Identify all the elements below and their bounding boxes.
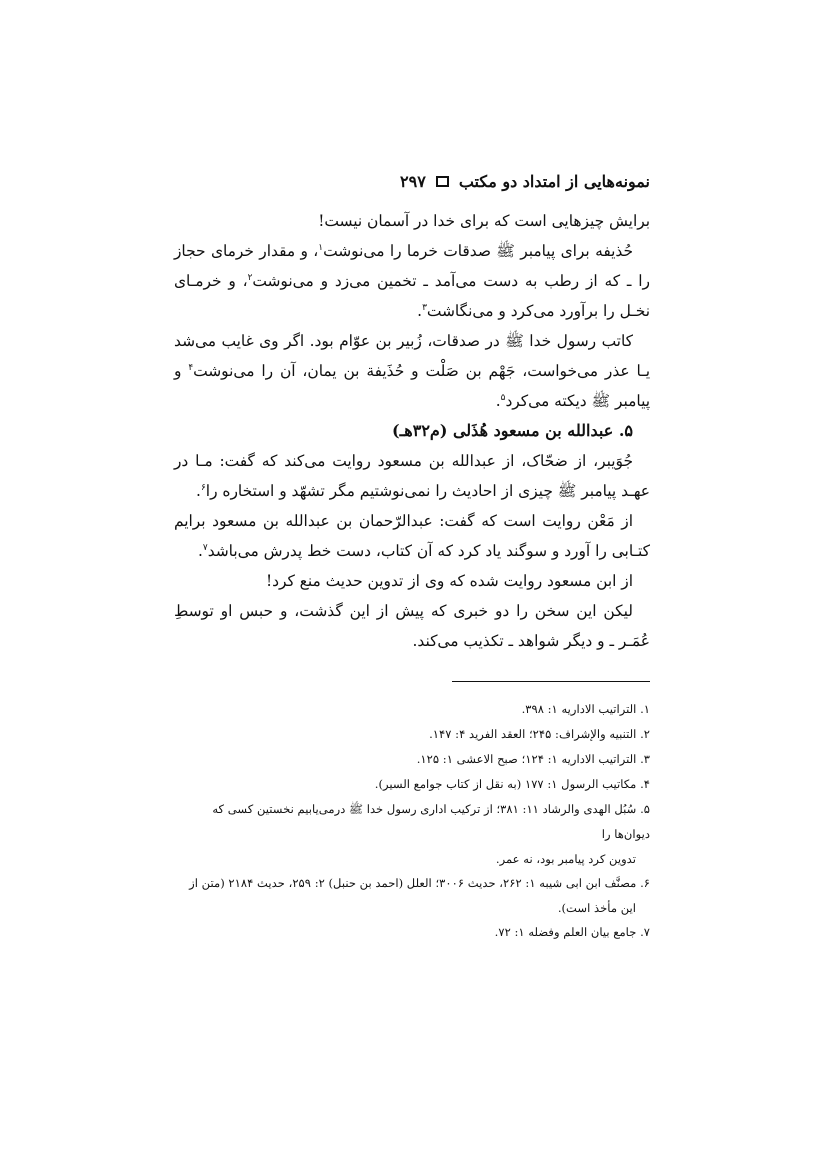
footnotes (174, 697, 650, 945)
footnote-ref: ۶ (200, 482, 206, 493)
footnote: ۱. التراتیب الاداریه ۱: ۳۹۸. (521, 702, 650, 716)
paragraph: جُوَیبر، از ضحّاک، از عبدالله بن مسعود روایت می‌کند که گفت: مـا در عهـد پیامبر ﷺ چیزی از احادیث را نمی‌نوشتیم مگر تشهّد و استخاره را$^۶$. (174, 452, 650, 500)
paragraph: از ابن مسعود روایت شده که وی از تدوین حدیث منع کرد! (265, 572, 633, 590)
footnote-ref: ۲ (247, 272, 253, 283)
footnote: ۵. سُبُل الهدی والرشاد ۱۱: ۳۸۱؛ از ترکیب اداری رسول خدا ﷺ درمی‌یابیم نخستین کسی که دیوان‌ها را تدوین کرد پیامبر بود، نه عمر. (212, 802, 650, 866)
square-ornament-icon (436, 176, 449, 187)
paragraph: حُذیفه برای پیامبر ﷺ صدقات خرما را می‌نوشت$^۱$، و مقدار خرمای حجاز را ـ که از رطب به دست می‌آمد ـ تخمین می‌زد و می‌نوشت$^۲$، و خرمـای نخـل را برآورد می‌کرد و می‌نگاشت$^۳$. (174, 242, 650, 320)
paragraph: از مَعْن روایت است که گفت: عبدالرّحمان بن عبدالله بن مسعود برایم کتـابی را آورد و سوگند یاد کرد که آن کتاب، دست خط پدرش می‌باشد$^۷$. (174, 512, 650, 560)
paragraph: لیکن این سخن را دو خبری که پیش از این گذشت، و حبس او توسطِ عُمَـر ـ و دیگر شواهد ـ تکذیب می‌کند. (174, 602, 650, 650)
footnote-ref: ۳ (422, 302, 427, 313)
footnote: ۲. التنبیه والإشراف: ۲۴۵؛ العقد الفرید ۴: ۱۴۷. (429, 727, 650, 741)
page-number: ۲۹۷ (400, 172, 426, 191)
paragraph: برایش چیزهایی است که برای خدا در آسمان نیست! (318, 212, 650, 230)
chapter-title: نمونه‌هایی از امتداد دو مکتب (458, 172, 650, 191)
footnote-ref: ۴ (188, 362, 194, 373)
footnote: ۷. جامع بیان العلم وفضله ۱: ۷۲. (494, 925, 650, 939)
footnote: ۶. مصنَّف ابن ابی شیبه ۱: ۲۶۲، حدیث ۳۰۰۶؛ العلل (احمد بن حنبل) ۲: ۲۵۹، حدیث ۲۱۸۴ (متن از این مأخذ است). (189, 876, 650, 915)
main-text (174, 206, 650, 656)
section-heading: ۵. عبدالله بن مسعود هُذَلی (م۳۲هـ) (392, 421, 633, 440)
running-header (174, 172, 650, 191)
footnote-ref: ۱ (318, 242, 324, 253)
footnote: ۳. التراتیب الاداریه ۱: ۱۲۴؛ صبح الاعشی ۱: ۱۲۵. (416, 752, 650, 766)
footnote-ref: ۷ (202, 542, 208, 553)
footnote-ref: ۵ (500, 392, 506, 403)
footnote-divider (452, 681, 650, 682)
paragraph: کاتب رسول خدا ﷺ در صدقات، زُبیر بن عوّام بود. اگر وی غایب می‌شد یـا عذر می‌خواست، جَهْم بن صَلْت و حُذَیفة بن یمان، آن را می‌نوشت$^۴$ و پیامبر ﷺ دیکته می‌کرد$^۵$. (174, 332, 650, 410)
footnote: ۴. مکاتیب الرسول ۱: ۱۷۷ (به نقل از کتاب جوامع السیر). (374, 777, 650, 791)
